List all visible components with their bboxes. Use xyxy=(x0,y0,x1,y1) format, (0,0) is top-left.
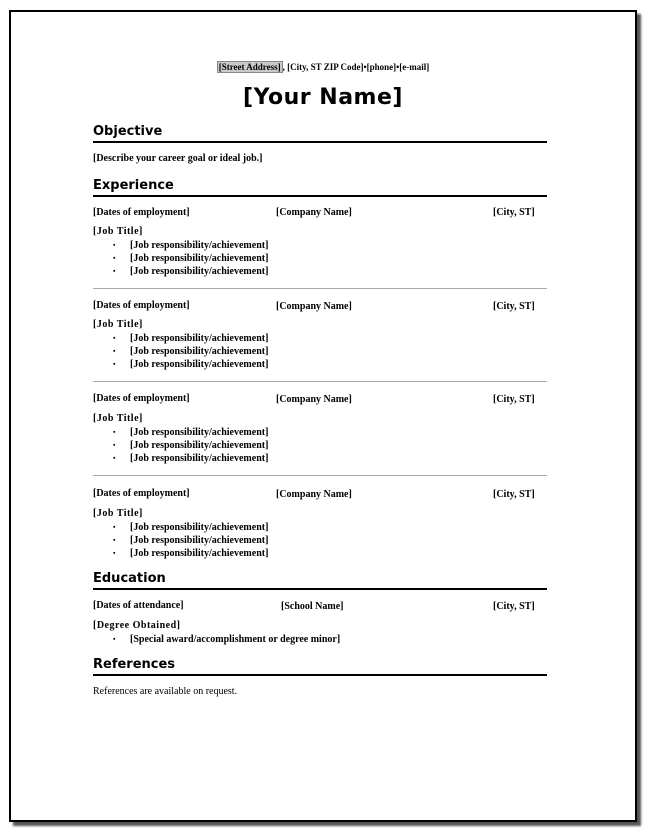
bullet-icon: ▪ xyxy=(113,334,116,342)
page-frame xyxy=(9,10,637,822)
education-city[interactable]: [City, ST] xyxy=(493,601,535,612)
job-dates[interactable]: [Dates of employment] xyxy=(93,207,190,218)
job-title[interactable]: [Job Title] xyxy=(93,319,143,330)
list-item[interactable]: ▪ [Job responsibility/achievement] xyxy=(113,359,269,370)
job-title[interactable]: [Job Title] xyxy=(93,508,143,519)
references-text[interactable]: References are available on request. xyxy=(93,686,238,697)
list-item[interactable]: ▪ [Job responsibility/achievement] xyxy=(113,333,269,344)
street-address[interactable]: [Street Address] xyxy=(218,62,281,72)
job-city[interactable]: [City, ST] xyxy=(493,301,535,312)
degree-obtained[interactable]: [Degree Obtained] xyxy=(93,620,181,631)
divider xyxy=(93,381,547,382)
bullet-icon: ▪ xyxy=(113,635,116,643)
list-item[interactable]: ▪ [Job responsibility/achievement] xyxy=(113,253,269,264)
list-item[interactable]: ▪ [Job responsibility/achievement] xyxy=(113,240,269,251)
list-item[interactable]: ▪ [Special award/accomplishment or degree minor] xyxy=(113,634,341,645)
contact-details[interactable]: , [City, ST ZIP Code]•[phone]•[e-mail] xyxy=(282,62,430,72)
job-company[interactable]: [Company Name] xyxy=(276,394,352,405)
education-heading: Education xyxy=(93,571,547,590)
job-responsibilities xyxy=(113,332,268,371)
job-company[interactable]: [Company Name] xyxy=(276,207,352,218)
your-name[interactable]: [Your Name] xyxy=(243,85,403,110)
job-company[interactable]: [Company Name] xyxy=(276,301,352,312)
job-dates[interactable]: [Dates of employment] xyxy=(93,300,190,311)
education-dates[interactable]: [Dates of attendance] xyxy=(93,600,184,611)
bullet-icon: ▪ xyxy=(113,360,116,368)
list-item[interactable]: ▪ [Job responsibility/achievement] xyxy=(113,522,269,533)
bullet-icon: ▪ xyxy=(113,254,116,262)
job-title[interactable]: [Job Title] xyxy=(93,413,143,424)
objective-heading: Objective xyxy=(93,124,547,143)
job-city[interactable]: [City, ST] xyxy=(493,207,535,218)
divider xyxy=(93,475,547,476)
job-responsibilities xyxy=(113,521,268,560)
bullet-icon: ▪ xyxy=(113,267,116,275)
experience-heading: Experience xyxy=(93,178,547,197)
bullet-icon: ▪ xyxy=(113,549,116,557)
job-city[interactable]: [City, ST] xyxy=(493,489,535,500)
resume-page xyxy=(11,12,635,820)
education-details xyxy=(113,633,340,646)
list-item[interactable]: ▪ [Job responsibility/achievement] xyxy=(113,346,269,357)
job-city[interactable]: [City, ST] xyxy=(493,394,535,405)
bullet-icon: ▪ xyxy=(113,523,116,531)
bullet-icon: ▪ xyxy=(113,347,116,355)
job-dates[interactable]: [Dates of employment] xyxy=(93,488,190,499)
bullet-icon: ▪ xyxy=(113,441,116,449)
list-item[interactable]: ▪ [Job responsibility/achievement] xyxy=(113,266,269,277)
list-item[interactable]: ▪ [Job responsibility/achievement] xyxy=(113,535,269,546)
references-heading: References xyxy=(93,657,547,676)
contact-line xyxy=(11,62,635,72)
job-dates[interactable]: [Dates of employment] xyxy=(93,393,190,404)
list-item[interactable]: ▪ [Job responsibility/achievement] xyxy=(113,427,269,438)
list-item[interactable]: ▪ [Job responsibility/achievement] xyxy=(113,548,269,559)
objective-text[interactable]: [Describe your career goal or ideal job.] xyxy=(93,153,263,164)
job-company[interactable]: [Company Name] xyxy=(276,489,352,500)
bullet-icon: ▪ xyxy=(113,241,116,249)
job-responsibilities xyxy=(113,239,268,278)
bullet-icon: ▪ xyxy=(113,536,116,544)
bullet-icon: ▪ xyxy=(113,454,116,462)
list-item[interactable]: ▪ [Job responsibility/achievement] xyxy=(113,453,269,464)
bullet-icon: ▪ xyxy=(113,428,116,436)
job-responsibilities xyxy=(113,426,268,465)
divider xyxy=(93,288,547,289)
job-title[interactable]: [Job Title] xyxy=(93,226,143,237)
list-item[interactable]: ▪ [Job responsibility/achievement] xyxy=(113,440,269,451)
school-name[interactable]: [School Name] xyxy=(281,601,344,612)
